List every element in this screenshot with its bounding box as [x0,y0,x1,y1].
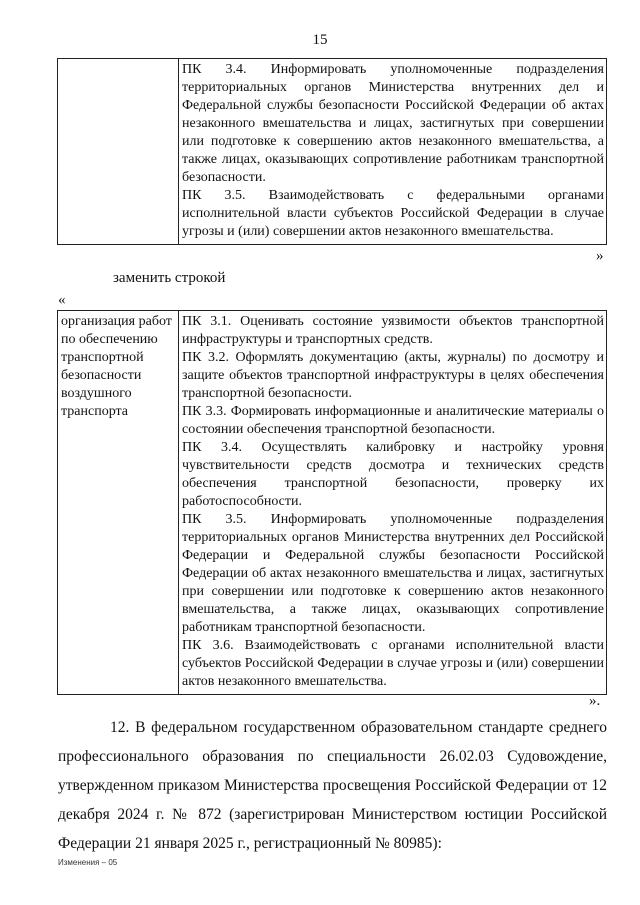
closing-quote: » [596,248,604,264]
table-cell-competencies [179,311,607,695]
table-cell-competencies [179,59,607,245]
closing-quote-period: ». [589,693,601,709]
competency-paragraph: ПК 3.1. Оценивать состояние уязвимости объектов транспортной инфраструктуры и транспортных средств. [182,314,604,347]
amendment-paragraph: 12. В федеральном государственном образовательном стандарте среднего профессионального образования по специальности 26.02.03 Судовождение, утвержденном приказом Министерства просвещения Российской Федерации от 12 декабря 2024 г. № 872 (зарегистрирован Министерством юстиции Российской Федерации 21 января 2025 г., регистрационный № 80985): [58,719,607,852]
footer-note: Изменения – 05 [58,858,118,867]
table-row [58,59,607,245]
replace-instruction: заменить строкой [113,270,226,286]
opening-quote: « [58,292,66,308]
competency-table-old [57,58,607,245]
competency-paragraph: ПК 3.2. Оформлять документацию (акты, журналы) по досмотру и защите объектов транспортной инфраструктуры в целях обеспечения транспортной безопасности. [182,350,604,401]
page-number: 15 [312,32,328,48]
competency-paragraph: ПК 3.3. Формировать информационные и аналитические материалы о состоянии обеспечения транспортной безопасности. [182,404,604,437]
table-row [58,311,607,695]
competency-paragraph: ПК 3.5. Информировать уполномоченные подразделения территориальных органов Министерства внутренних дел Российской Федерации и Федеральной службы безопасности Российской Федерации об актах незаконного вмешательства и лицах, застигнутых при совершении или подготовке к совершению актов незаконного вмешательства, а также лицах, оказывающих сопротивление работникам транспортной безопасности. [182,512,604,635]
competency-table-new [57,310,607,695]
competency-paragraph: ПК 3.4. Информировать уполномоченные подразделения территориальных органов Министерства внутренних дел и Федеральной службы безопасности Российской Федерации об актах незаконного вмешательства и лицах, застигнутых при совершении или подготовке к совершению актов незаконного вмешательства, а также лицах, оказывающих сопротивление работникам транспортной безопасности. [182,62,604,185]
table-cell-activity: организация работ по обеспечению транспортной безопасности воздушного транспорта [58,311,179,695]
competency-paragraph: ПК 3.5. Взаимодействовать с федеральными органами исполнительной власти субъектов Российской Федерации в случае угрозы и (или) совершении актов незаконного вмешательства. [182,188,604,239]
competency-paragraph: ПК 3.4. Осуществлять калибровку и настройку уровня чувствительности средств досмотра и технических средств обеспечения транспортной безопасности, проверку их работоспособности. [182,440,604,509]
table-cell-activity [58,59,179,245]
competency-paragraph: ПК 3.6. Взаимодействовать с органами исполнительной власти субъектов Российской Федерации в случае угрозы и (или) совершении актов незаконного вмешательства. [182,638,604,689]
